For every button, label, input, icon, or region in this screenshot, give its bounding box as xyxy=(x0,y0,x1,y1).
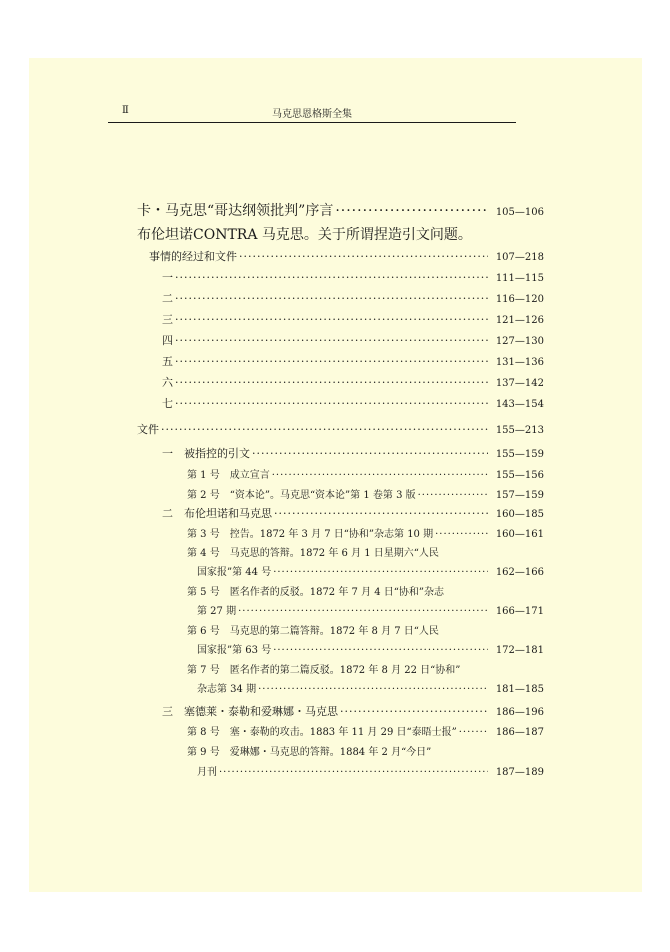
leader-dots xyxy=(175,334,488,347)
toc-entry-pages: 137—142 xyxy=(495,378,544,389)
toc-entry-title-line2: 国家报”第 63 号 xyxy=(197,645,272,656)
toc-entry-title: 四 xyxy=(162,334,173,347)
leader-dots xyxy=(418,490,488,501)
toc-entry-title: 一 被指控的引文 xyxy=(162,447,250,460)
toc-entry[interactable] xyxy=(162,395,544,411)
toc-entry-pages: 105—106 xyxy=(495,207,544,218)
leader-dots xyxy=(340,705,488,718)
toc-entry[interactable] xyxy=(197,602,544,617)
toc-entry[interactable] xyxy=(162,703,544,719)
toc-entry[interactable] xyxy=(162,311,544,327)
toc-entry-pages: 155—159 xyxy=(495,449,544,460)
toc-entry-title-line2: 国家报”第 44 号 xyxy=(197,567,272,578)
toc-entry-pages: 166—171 xyxy=(495,606,544,617)
leader-dots xyxy=(175,292,488,305)
toc-entry-pages: 181—185 xyxy=(495,684,544,695)
leader-dots xyxy=(459,727,488,738)
toc-entry-title: 七 xyxy=(162,397,173,410)
toc-entry-title: 三 xyxy=(162,313,173,326)
toc-entry-pages: 157—159 xyxy=(495,490,544,501)
toc-entry-pages: 143—154 xyxy=(495,399,544,410)
leader-dots xyxy=(175,397,488,410)
toc-entry-title: 文件 xyxy=(137,423,159,436)
toc-entry-title-line1: 第 5 号 匿名作者的反驳。1872 年 7 月 4 日“协和”杂志 xyxy=(187,587,445,598)
toc-entry-title-line2: 第 27 期 xyxy=(197,606,237,617)
toc-entry[interactable] xyxy=(197,641,544,656)
leader-dots xyxy=(219,767,488,778)
leader-dots xyxy=(175,271,488,284)
toc-entry-title: 第 2 号 “资本论”。马克思“资本论”第 1 卷第 3 版 xyxy=(187,490,416,501)
toc-entry-title-line2: 月刊 xyxy=(197,767,217,778)
toc-entry[interactable] xyxy=(162,290,544,306)
toc-entry-pages: 131—136 xyxy=(495,357,544,368)
leader-dots xyxy=(238,606,488,617)
toc-entry-pages: 186—187 xyxy=(495,727,544,738)
leader-dots xyxy=(273,645,488,656)
toc-entry-title: 五 xyxy=(162,355,173,368)
toc-entry-pages: 160—185 xyxy=(495,509,544,520)
toc-entry[interactable] xyxy=(187,486,544,501)
toc-entry-pages: 111—115 xyxy=(495,273,544,284)
toc-entry-pages: 186—196 xyxy=(495,707,544,718)
toc-entry[interactable] xyxy=(187,525,544,540)
toc-entry-title: 第 8 号 塞・泰勒的攻击。1883 年 11 月 29 日“泰晤士报” xyxy=(187,727,457,738)
toc-entry[interactable] xyxy=(187,466,544,481)
toc-entry-pages: 121—126 xyxy=(495,315,544,326)
toc-entry-title: 一 xyxy=(162,271,173,284)
leader-dots xyxy=(161,423,488,436)
leader-dots xyxy=(175,355,488,368)
toc-entry[interactable] xyxy=(137,200,544,220)
toc-entry[interactable] xyxy=(149,248,544,264)
toc-entry-title: 事情的经过和文件 xyxy=(149,250,237,263)
toc-entry-title: 布伦坦诺CONTRA 马克思。关于所谓捏造引文问题。 xyxy=(137,227,472,243)
leader-dots xyxy=(272,470,488,481)
toc-entry[interactable] xyxy=(137,421,544,437)
leader-dots xyxy=(435,529,488,540)
book-title: 马克思恩格斯全集 xyxy=(272,109,352,120)
toc-entry-title-line1: 第 6 号 马克思的第二篇答辩。1872 年 8 月 7 日“人民 xyxy=(187,626,439,637)
toc-entry[interactable] xyxy=(162,374,544,390)
toc-entry-pages: 155—213 xyxy=(495,425,544,436)
toc-entry-title: 二 布伦坦诺和马克思 xyxy=(162,507,272,520)
leader-dots xyxy=(175,376,488,389)
toc-entry-title: 六 xyxy=(162,376,173,389)
toc-entry-pages: 107—218 xyxy=(495,252,544,263)
toc-entry[interactable] xyxy=(197,763,544,778)
toc-entry-pages: 116—120 xyxy=(495,294,544,305)
toc-entry-title: 二 xyxy=(162,292,173,305)
toc-entry-title: 第 1 号 成立宣言 xyxy=(187,470,270,481)
toc-entry[interactable] xyxy=(162,445,544,461)
toc-entry-title-line1: 第 4 号 马克思的答辩。1872 年 6 月 1 日星期六“人民 xyxy=(187,548,439,559)
toc-entry-title: 卡・马克思“哥达纲领批判”序言 xyxy=(137,203,334,219)
leader-dots xyxy=(258,684,488,695)
toc-entry-title-line2: 杂志第 34 期 xyxy=(197,684,257,695)
toc-entry[interactable] xyxy=(187,723,544,738)
leader-dots xyxy=(335,203,487,219)
toc-entry-title-line1: 第 9 号 爱琳娜・马克思的答辩。1884 年 2 月“今日” xyxy=(187,747,432,758)
leader-dots xyxy=(252,447,488,460)
toc-entry[interactable] xyxy=(197,680,544,695)
leader-dots xyxy=(274,507,488,520)
toc-entry-title: 第 3 号 控告。1872 年 3 月 7 日“协和”杂志第 10 期 xyxy=(187,529,434,540)
toc-entry[interactable] xyxy=(162,353,544,369)
toc-entry-pages: 162—166 xyxy=(495,567,544,578)
toc-entry[interactable] xyxy=(162,269,544,285)
leader-dots xyxy=(239,250,488,263)
page-number: Ⅱ xyxy=(122,105,129,116)
toc-entry-title-line1: 第 7 号 匿名作者的第二篇反驳。1872 年 8 月 22 日“协和” xyxy=(187,665,461,676)
toc-entry[interactable] xyxy=(197,563,544,578)
toc-entry-pages: 172—181 xyxy=(495,645,544,656)
toc-entry-pages: 187—189 xyxy=(495,767,544,778)
toc-entry-pages: 127—130 xyxy=(495,336,544,347)
toc-entry[interactable] xyxy=(137,224,544,244)
toc-entry-pages: 155—156 xyxy=(495,470,544,481)
toc-entry[interactable] xyxy=(162,332,544,348)
toc-entry-pages: 160—161 xyxy=(495,529,544,540)
leader-dots xyxy=(273,567,488,578)
toc-entry[interactable] xyxy=(162,505,544,521)
toc-entry-title: 三 塞德莱・泰勒和爱琳娜・马克思 xyxy=(162,705,338,718)
leader-dots xyxy=(175,313,488,326)
